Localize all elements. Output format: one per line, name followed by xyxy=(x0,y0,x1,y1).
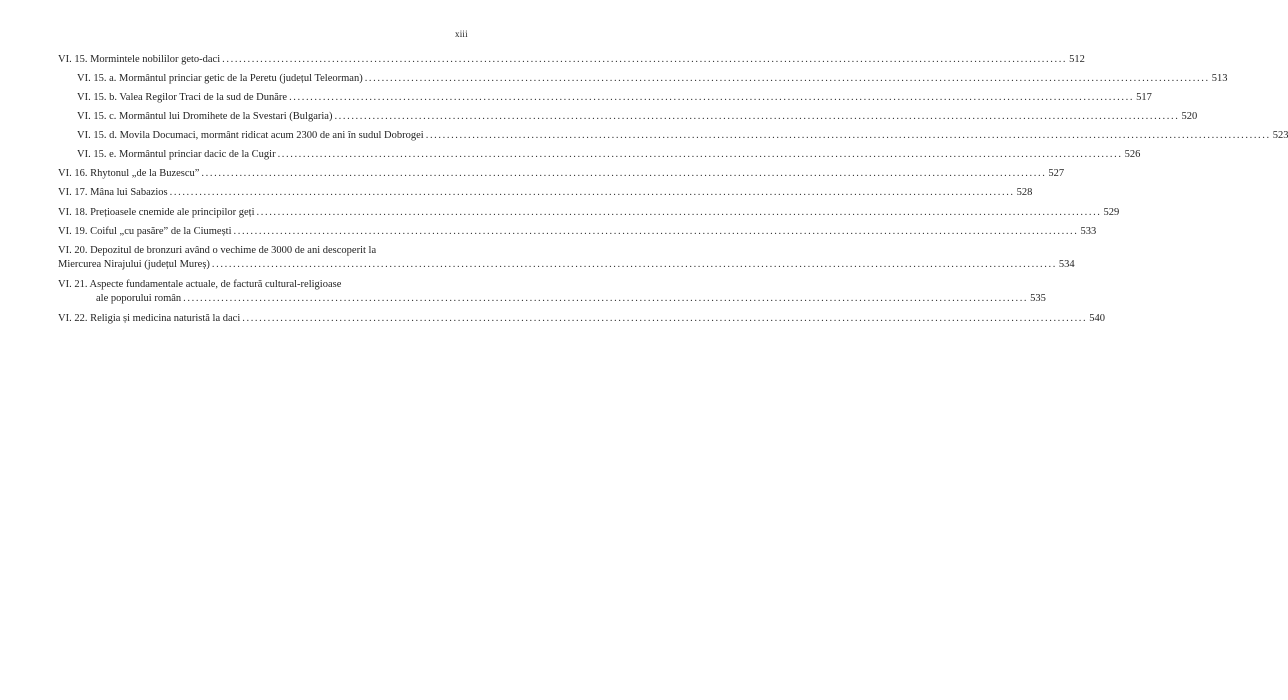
toc-entry-page: 540 xyxy=(1089,313,1105,324)
toc-entry[interactable] xyxy=(77,72,1228,86)
toc-entry-title: VI. 19. Coiful „cu pasăre” de la Ciumești xyxy=(58,226,232,237)
toc-entry-title: VI. 16. Rhytonul „de la Buzescu” xyxy=(58,168,200,179)
toc-entry[interactable] xyxy=(58,278,1046,306)
dot-leader: ........................................................................................................................................................................................................ xyxy=(211,259,1057,270)
toc-entry-page: 535 xyxy=(1030,293,1046,304)
dot-leader: ........................................................................................................................................................................................................ xyxy=(277,149,1123,160)
toc-entry-title: Miercurea Nirajului (județul Mureș) xyxy=(58,259,210,270)
toc-entry-title: VI. 15. e. Mormântul princiar dacic de la Cugir xyxy=(77,149,276,160)
dot-leader: ........................................................................................................................................................................................................ xyxy=(364,73,1210,84)
toc-entry[interactable] xyxy=(77,110,1198,124)
toc-entry-title: VI. 15. c. Mormântul lui Dromihete de la Svestari (Bulgaria) xyxy=(77,111,333,122)
toc-entry-title: VI. 15. Mormintele nobililor geto-daci xyxy=(58,54,221,65)
toc-entry-page: 534 xyxy=(1058,259,1075,270)
dot-leader: ........................................................................................................................................................................................................ xyxy=(183,293,1029,304)
toc-entry-title: ale poporului român xyxy=(96,293,182,304)
dot-leader: ........................................................................................................................................................................................................ xyxy=(289,92,1135,103)
toc-entry-title: VI. 15. d. Movila Documaci, mormânt ridicat acum 2300 de ani în sudul Dobrogei xyxy=(77,130,424,141)
toc-entry-page: 517 xyxy=(1136,92,1152,103)
toc-entry-title: VI. 15. a. Mormântul princiar getic de la Peretu (județul Teleorman) xyxy=(77,73,363,84)
dot-leader: ........................................................................................................................................................................................................ xyxy=(425,130,1271,141)
toc-entry-page: 527 xyxy=(1048,168,1065,179)
toc-entry-title: VI. 17. Mâna lui Sabazios xyxy=(58,187,168,198)
toc-entry[interactable] xyxy=(58,167,1065,181)
toc-entry-title: VI. 22. Religia și medicina naturistă la daci xyxy=(58,313,241,324)
dot-leader: ........................................................................................................................................................................................................ xyxy=(169,187,1015,198)
toc-entry[interactable] xyxy=(77,148,1141,162)
page-number: xiii xyxy=(455,29,468,39)
dot-leader: ........................................................................................................................................................................................................ xyxy=(256,207,1102,218)
toc-entry[interactable] xyxy=(58,244,1075,272)
toc-entry-page: 512 xyxy=(1069,54,1085,65)
toc-entry-title-line1: VI. 20. Depozitul de bronzuri având o vechime de 3000 de ani descoperit la xyxy=(58,245,377,256)
toc-entry[interactable] xyxy=(77,129,1288,143)
toc-entry-page: 526 xyxy=(1124,149,1141,160)
toc-entry[interactable] xyxy=(58,186,1033,200)
toc-entry-page: 520 xyxy=(1181,111,1198,122)
toc-entry[interactable] xyxy=(58,312,1105,326)
toc-entry-page: 529 xyxy=(1103,207,1120,218)
toc-entry-title-line1: VI. 21. Aspecte fundamentale actuale, de factură cultural-religioase xyxy=(58,279,342,290)
toc-entry[interactable] xyxy=(58,53,1085,67)
dot-leader: ........................................................................................................................................................................................................ xyxy=(233,226,1079,237)
toc-entry[interactable] xyxy=(77,91,1152,105)
dot-leader: ........................................................................................................................................................................................................ xyxy=(222,54,1068,65)
toc-entry-page: 533 xyxy=(1080,226,1097,237)
toc-entry-page: 528 xyxy=(1016,187,1033,198)
dot-leader: ........................................................................................................................................................................................................ xyxy=(334,111,1180,122)
toc-entry-title: VI. 18. Prețioasele cnemide ale principilor geți xyxy=(58,207,255,218)
dot-leader: ........................................................................................................................................................................................................ xyxy=(242,313,1088,324)
dot-leader: ........................................................................................................................................................................................................ xyxy=(201,168,1047,179)
toc-entry-page: 513 xyxy=(1211,73,1228,84)
toc-entry[interactable] xyxy=(58,206,1120,220)
toc-entry-page: 523 xyxy=(1272,130,1288,141)
toc-entry[interactable] xyxy=(58,225,1097,239)
toc-entry-title: VI. 15. b. Valea Regilor Traci de la sud de Dunăre xyxy=(77,92,288,103)
